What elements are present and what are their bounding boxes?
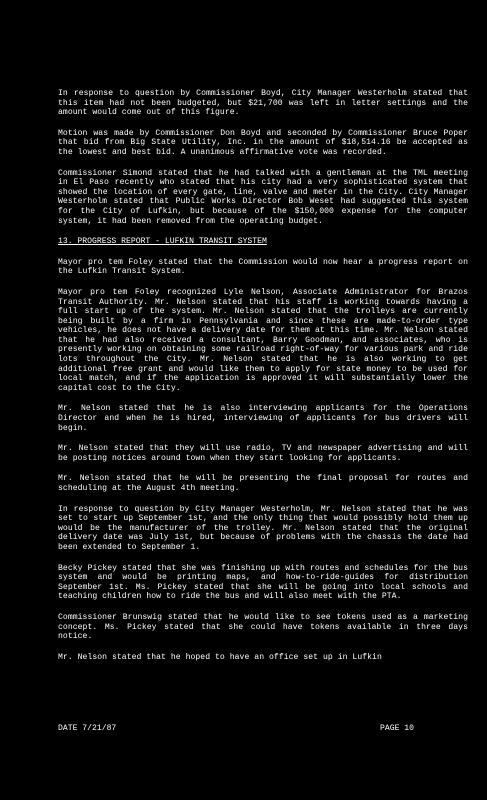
paragraph: Mr. Nelson stated that he hoped to have an office set up in Lufkin <box>58 652 382 662</box>
paragraph: Motion was made by Commissioner Don Boyd and seconded by Commissioner Bruce Poper that bid from Big State Utility, Inc. in the amount of $18,514.16 be accepted as the lowest and best bid. A unanimous affirmative vote was recorded. <box>58 128 468 157</box>
paragraph: Mr. Nelson stated that he will be presenting the final proposal for routes and scheduling at the August 4th meeting. <box>58 474 468 493</box>
paragraph: Mayor pro tem Foley recognized Lyle Nelson, Associate Administrator for Brazos Transit Authority. Mr. Nelson stated that his staff is working towards having a full start up of the system. Mr. Nelson stated that the trolleys are currently being built by a firm in Pennsylvania and since these are made-to-order type vehicles, he does not have a delivery date for them at this time. Mr. Nelson stated that he had also received a consultant, Barry Goodman, and associates, who is presently working on obtaining some railroad right-of-way for various park and ride lots throughout the City. Mr. Nelson stated that he is also working to get additional free grant and would like them to apply for state money to be used for local match, and if the application is approved it will substantially lower the capital cost to the City. <box>58 287 468 393</box>
paragraph: In response to question by Commissioner Boyd, City Manager Westerholm stated that this item had not been budgeted, but $21,700 was left in letter settings and the amount would come out of this figure. <box>58 89 468 118</box>
paragraph: Mr. Nelson stated that he is also interviewing applicants for the Operations Director and when he is hired, interviewing of applicants for bus drivers will begin. <box>58 404 468 433</box>
section-heading: 13. PROGRESS REPORT - LUFKIN TRANSIT SYSTEM <box>58 237 267 247</box>
paragraph: Becky Pickey stated that she was finishing up with routes and schedules for the bus system and would be printing maps, and how-to-ride-guides for distribution September 1st. Ms. Pickey stated that she will be going into local schools and teaching children how to ride the bus and will also meet with the PTA. <box>58 563 468 602</box>
footer-date: DATE 7/21/87 <box>58 724 117 733</box>
paragraph: Commissioner Brunswig stated that he would like to see tokens used as a marketing concept. Ms. Pickey stated that she could have tokens available in three days notice. <box>58 612 468 642</box>
paragraph: Mr. Nelson stated that they will use radio, TV and newspaper advertising and will be posting notices around town when they start looking for applicants. <box>58 444 468 463</box>
paragraph: Commissioner Simond stated that he had talked with a gentleman at the TML meeting in El Paso recently who stated that his city had a very sophisticated system that showed the location of every gate, line, valve and meter in the City. City Manager Westerholm stated that Public Works Director Bob Weset had suggested this system for the City of Lufkin, but because of the $150,000 expense for the computer system, it had been removed from the operating budget. <box>58 168 468 226</box>
document-body <box>58 89 468 673</box>
paragraph: In response to question by City Manager Westerholm, Mr. Nelson stated that he was set to start up September 1st, and the only thing that would possibly hold them up would be the manufacturer of the trolley. Mr. Nelson stated that the original delivery date was July 1st, but because of problems with the chassis the date had been extended to September 1. <box>58 504 468 552</box>
footer-page-number: PAGE 10 <box>380 724 414 733</box>
paragraph: Mayor pro tem Foley stated that the Commission would now hear a progress report on the Lufkin Transit System. <box>58 257 468 277</box>
